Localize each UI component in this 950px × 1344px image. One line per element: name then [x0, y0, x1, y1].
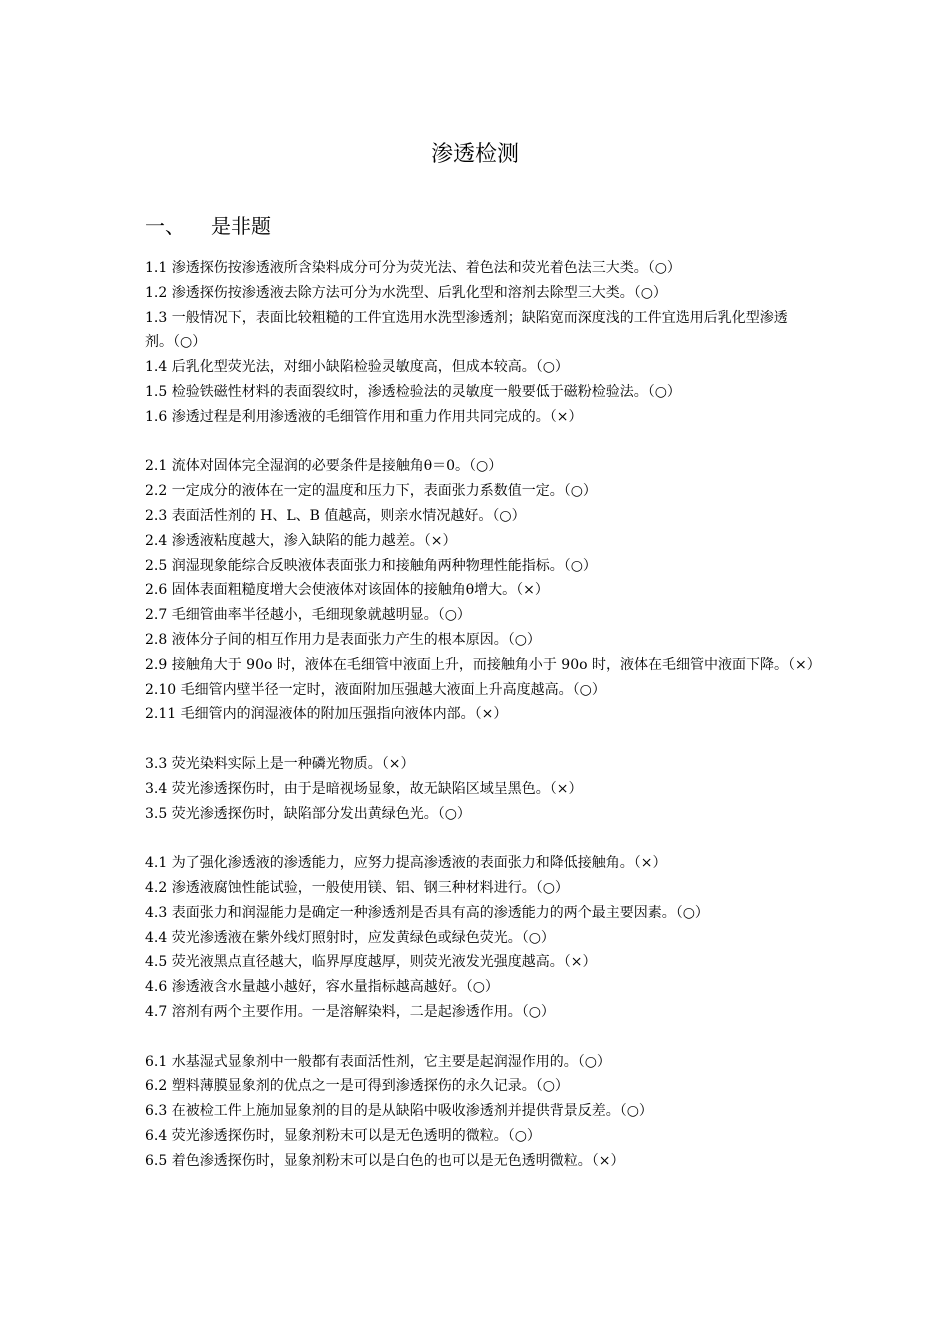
question-item: 2.4 渗透液粘度越大，渗入缺陷的能力越差。（×）: [145, 532, 457, 549]
page-title: 渗透检测: [430, 142, 519, 167]
question-item: 2.6 固体表面粗糙度增大会使液体对该固体的接触角θ增大。（×）: [145, 582, 549, 599]
question-item: 2.1 流体对固体完全湿润的必要条件是接触角θ＝0。（○）: [145, 458, 503, 475]
question-item: 4.2 渗透液腐蚀性能试验，一般使用镁、铝、钢三种材料进行。（○）: [145, 879, 569, 896]
question-item: 2.3 表面活性剂的 H、L、B 值越高，则亲水情况越好。（○）: [145, 507, 526, 524]
question-item: 2.2 一定成分的液体在一定的温度和压力下，表面张力系数值一定。（○）: [145, 483, 597, 500]
group-spacer: [145, 727, 815, 752]
question-list: [145, 256, 821, 1173]
question-item: 4.6 渗透液含水量越小越好，容水量指标越高越好。（○）: [145, 979, 499, 996]
group-spacer: [145, 430, 815, 455]
section-number: 一、: [145, 214, 185, 238]
question-item: 1.2 渗透探伤按渗透液去除方法可分为水洗型、后乳化型和溶剂去除型三大类。（○）: [145, 284, 667, 301]
question-item: 4.7 溶剂有两个主要作用。一是溶解染料，二是起渗透作用。（○）: [145, 1003, 555, 1020]
question-item: 4.4 荧光渗透液在紫外线灯照射时，应发黄绿色或绿色荧光。（○）: [145, 929, 555, 946]
question-item: 3.4 荧光渗透探伤时，由于是暗视场显象，故无缺陷区域呈黑色。（×）: [145, 780, 583, 797]
question-item: 3.3 荧光染料实际上是一种磷光物质。（×）: [145, 755, 415, 772]
question-item: 1.3 一般情况下，表面比较粗糙的工件宜选用水洗型渗透剂；缺陷宽而深度浅的工件宜选用后乳化型渗透剂。（○）: [145, 309, 788, 351]
group-spacer: [145, 826, 815, 851]
question-item: 2.11 毛细管内的润湿液体的附加压强指向液体内部。（×）: [145, 706, 508, 723]
question-item: 1.6 渗透过程是利用渗透液的毛细管作用和重力作用共同完成的。（×）: [145, 408, 583, 425]
question-item: 4.5 荧光液黑点直径越大，临界厚度越厚，则荧光液发光强度越高。（×）: [145, 954, 597, 971]
question-item: 1.1 渗透探伤按渗透液所含染料成分可分为荧光法、着色法和荧光着色法三大类。（○）: [145, 260, 681, 276]
question-item: 6.5 着色渗透探伤时，显象剂粉末可以是白色的也可以是无色透明微粒。（×）: [145, 1152, 625, 1169]
question-item: 6.3 在被检工件上施加显象剂的目的是从缺陷中吸收渗透剂并提供背景反差。（○）: [145, 1103, 653, 1120]
question-item: 6.1 水基湿式显象剂中一般都有表面活性剂，它主要是起润湿作用的。（○）: [145, 1053, 611, 1070]
question-item: 4.3 表面张力和润湿能力是确定一种渗透剂是否具有高的渗透能力的两个最主要因素。（○）: [145, 904, 709, 921]
question-item: 3.5 荧光渗透探伤时，缺陷部分发出黄绿色光。（○）: [145, 805, 471, 822]
question-item: 6.2 塑料薄膜显象剂的优点之一是可得到渗透探伤的永久记录。（○）: [145, 1078, 569, 1095]
question-item: 2.9 接触角大于 90o 时，液体在毛细管中液面上升，而接触角小于 90o 时，液体在毛细管中液面下降。（×）: [145, 656, 821, 673]
group-spacer: [145, 1025, 815, 1050]
question-item: 4.1 为了强化渗透液的渗透能力，应努力提高渗透液的表面张力和降低接触角。（×）: [145, 855, 667, 872]
question-item: 1.4 后乳化型荧光法，对细小缺陷检验灵敏度高，但成本较高。（○）: [145, 359, 569, 376]
question-item: 2.8 液体分子间的相互作用力是表面张力产生的根本原因。（○）: [145, 631, 541, 648]
question-item: 2.5 润湿现象能综合反映液体表面张力和接触角两种物理性能指标。（○）: [145, 557, 597, 574]
question-item: 2.10 毛细管内壁半径一定时，液面附加压强越大液面上升高度越高。（○）: [145, 681, 606, 698]
question-item: 2.7 毛细管曲率半径越小，毛细现象就越明显。（○）: [145, 607, 471, 624]
section-title: 是非题: [211, 214, 271, 238]
question-item: 6.4 荧光渗透探伤时，显象剂粉末可以是无色透明的微粒。（○）: [145, 1127, 541, 1144]
question-item: 1.5 检验铁磁性材料的表面裂纹时，渗透检验法的灵敏度一般要低于磁粉检验法。（○）: [145, 383, 681, 400]
section-heading: [145, 212, 271, 240]
